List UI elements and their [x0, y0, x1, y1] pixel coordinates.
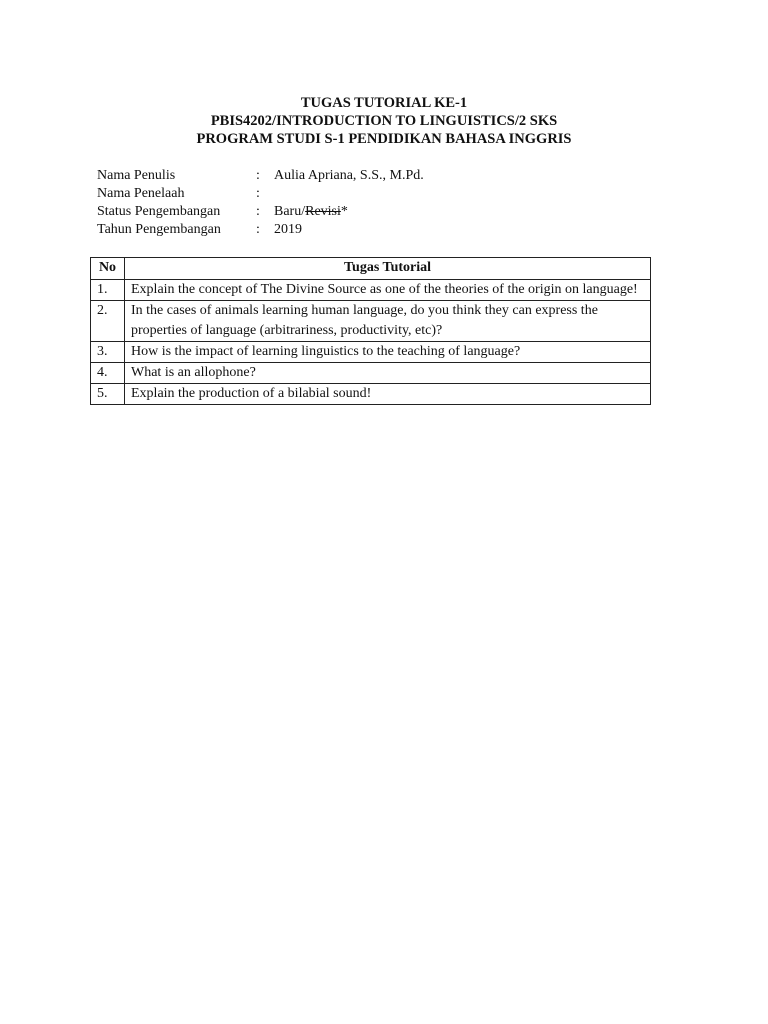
table-header-row: [91, 258, 651, 280]
table-row: [91, 384, 651, 405]
meta-value: Aulia Apriana, S.S., M.Pd.: [274, 168, 424, 183]
meta-row-reviewer: [97, 185, 424, 203]
meta-row-year: [97, 221, 424, 239]
meta-value: [274, 203, 348, 221]
meta-colon: :: [256, 186, 260, 201]
document-header: [0, 94, 768, 148]
meta-label: Tahun Pengembangan: [97, 222, 221, 237]
meta-row-author: [97, 167, 424, 185]
status-asterisk: *: [340, 204, 348, 219]
meta-label: Nama Penulis: [97, 168, 176, 183]
meta-row-status: [97, 203, 424, 221]
header-title: TUGAS TUTORIAL KE-1: [300, 95, 468, 111]
row-number: 5.: [91, 384, 125, 405]
table-row: [91, 301, 651, 342]
tutorial-task-table: [90, 257, 651, 405]
row-number: 1.: [91, 280, 125, 301]
meta-label: Status Pengembangan: [97, 204, 221, 219]
row-task-text: What is an allophone?: [125, 363, 651, 384]
meta-label: Nama Penelaah: [97, 186, 185, 201]
row-number: 4.: [91, 363, 125, 384]
row-task-text: How is the impact of learning linguistics to the teaching of language?: [125, 342, 651, 363]
table-row: [91, 280, 651, 301]
meta-value: 2019: [274, 222, 302, 237]
meta-colon: :: [256, 204, 260, 219]
row-task-text: In the cases of animals learning human language, do you think they can express the properties of language (arbitrariness, productivity, etc)?: [125, 301, 651, 342]
status-new: Baru/: [274, 204, 306, 219]
row-task-text: Explain the production of a bilabial sound!: [125, 384, 651, 405]
document-metadata: [97, 167, 424, 239]
header-course: PBIS4202/INTRODUCTION TO LINGUISTICS/2 SKS: [210, 113, 558, 129]
meta-colon: :: [256, 222, 260, 237]
column-header-task: Tugas Tutorial: [125, 258, 651, 280]
header-program: PROGRAM STUDI S-1 PENDIDIKAN BAHASA INGGRIS: [196, 131, 572, 147]
row-task-text: Explain the concept of The Divine Source as one of the theories of the origin on language!: [125, 280, 651, 301]
status-revision-struck: Revisi: [305, 204, 341, 219]
column-header-no: No: [91, 258, 125, 280]
meta-colon: :: [256, 168, 260, 183]
table-row: [91, 342, 651, 363]
row-number: 3.: [91, 342, 125, 363]
table-row: [91, 363, 651, 384]
row-number: 2.: [91, 301, 125, 342]
